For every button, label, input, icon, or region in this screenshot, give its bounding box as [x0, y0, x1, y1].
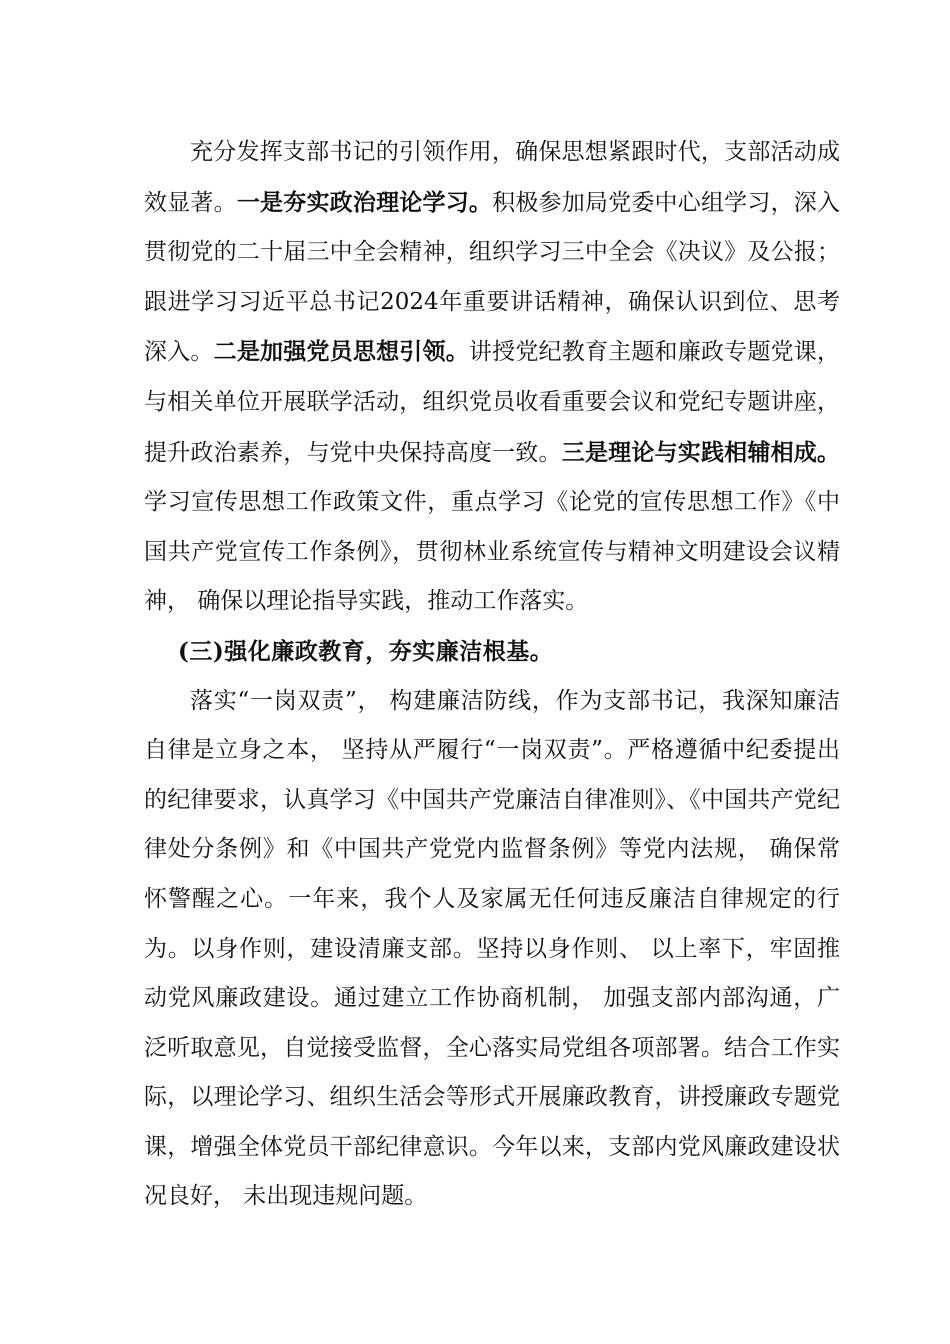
- paragraph-integrity-education: 落实“一岗双责”， 构建廉洁防线，作为支部书记，我深知廉洁自律是立身之本， 坚持从严履行“一岗双责”。严格遵循中纪委提出的纪律要求，认真学习《中国共产党廉洁自律准则》、《中国共产党纪律处分条例》和《中国共产党党内监督条例》等党内法规， 确保常怀警醒之心。一年来，我个人及家属无任何违反廉洁自律规定的行为。以身作则，建设清廉支部。坚持以身作则、 以上率下，牢固推动党风廉政建设。通过建立工作协商机制， 加强支部内部沟通，广泛听取意见，自觉接受监督，全心落实局党组各项部署。结合工作实际，以理论学习、组织生活会等形式开展廉政教育，讲授廉政专题党课，增强全体党员干部纪律意识。今年以来，支部内党风廉政建设状况良好， 未出现违规问题。: [144, 687, 840, 1210]
- section-heading: (三)强化廉政教育，夯实廉洁根基。: [178, 637, 554, 665]
- paragraph-intro-text: 充分发挥支部书记的引领作用，确保思想紧跟时代，支部活动成效显著。: [144, 139, 840, 216]
- bold-point-three: 三是理论与实践相辅相成。: [561, 438, 841, 466]
- bold-point-one: 一是夯实政治理论学习。: [236, 188, 493, 216]
- bold-point-two: 二是加强党员思想引领。: [213, 338, 469, 366]
- document-body: [144, 128, 840, 1222]
- paragraph-theory-study: [144, 128, 840, 627]
- point-two-text: 讲授党纪教育主题和廉政专题党课，与相关单位开展联学活动，组织党员收看重要会议和党纪专题讲座，提升政治素养，与党中央保持高度一致。: [144, 339, 841, 466]
- point-one-text: 积极参加局党委中心组学习，深入贯彻党的二十届三中全会精神，组织学习三中全会《决议》及公报； 跟进学习习近平总书记2024年重要讲话精神，确保认识到位、思考深入。: [144, 189, 841, 366]
- point-three-text: 学习宣传思想工作政策文件，重点学习《论党的宣传思想工作》《中国共产党宣传工作条例》，贯彻林业系统宣传与精神文明建设会议精神， 确保以理论指导实践，推动工作落实。: [144, 489, 840, 615]
